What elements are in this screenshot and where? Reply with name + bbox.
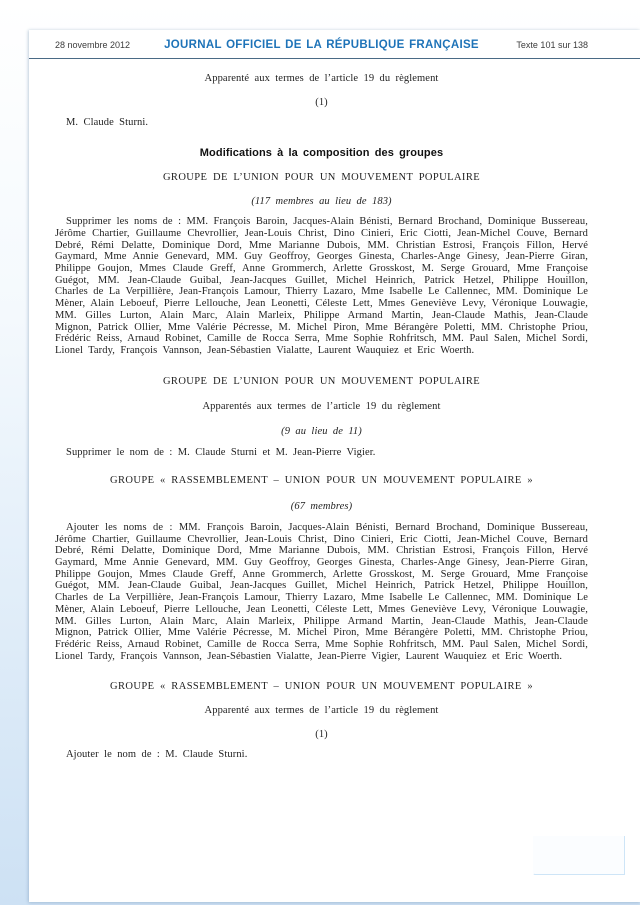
- group-heading: GROUPE « RASSEMBLEMENT – UNION POUR UN MOUVEMENT POPULAIRE »: [110, 475, 533, 487]
- section-title: Modifications à la composition des groupes: [199, 147, 444, 160]
- texte-reference: Texte 101 sur 138: [516, 40, 588, 50]
- count-line: (1): [315, 96, 328, 108]
- issue-date: 28 novembre 2012: [55, 40, 131, 50]
- group-heading: GROUPE « RASSEMBLEMENT – UNION POUR UN MOUVEMENT POPULAIRE »: [110, 681, 533, 693]
- remove-name-line: Supprimer le nom de : M. Claude Sturni et M. Jean-Pierre Vigier.: [66, 446, 376, 458]
- names-list-paragraph: Ajouter les noms de : MM. François Baroin, Jacques-Alain Bénisti, Bernard Brochand, Dominique Bussereau, Jérôme Chartier, Guillaume Chevrollier, Jean-Louis Christ, Dino Cinieri, Eric Ciotti, Jean-Michel Couve, Bernard Debré, Rémi Delatte, Dominique Dord, Mme Marianne Dubois, MM. Christian Estrosi, François Fillon, Hervé Gaymard, Mme Annie Genevard, MM. Guy Geoffroy, Georges Ginesta, Charles-Ange Ginesy, Jean-Pierre Giran, Philippe Goujon, Mmes Claude Greff, Anne Grommerch, Arlette Grosskost, M. Serge Grouard, Mme Françoise Guégot, MM. Jean-Claude Guibal, Jean-Jacques Guillet, Michel Heinrich, Patrick Hetzel, Philippe Houillon, Charles de La Verpillière, Jean-François Lamour, Thierry Lazaro, Mme Isabelle Le Callennec, MM. Dominique Le Mèner, Alain Leboeuf, Pierre Lellouche, Jean Leonetti, Céleste Lett, Mmes Geneviève Levy, Véronique Louwagie, MM. Gilles Lurton, Alain Marc, Alain Marleix, Philippe Armand Martin, Jean-Claude Mathis, Jean-Claude Mignon, Patrick Ollier, Mme Valérie Pécresse, M. Michel Piron, Mme Bérangère Poletti, MM. Christophe Priou, Frédéric Reiss, Arnaud Robinet, Camille de Rocca Serra, Mme Sophie Rohfritsch, MM. Paul Salen, Michel Sordi, Lionel Tardy, François Vannson, Jean-Sébastien Vialatte, Jean-Pierre Vigier, Laurent Wauquiez et Eric Woerth.: [55, 521, 588, 662]
- viewer-overlay-ghost: [533, 836, 625, 875]
- journal-header-row: [43, 39, 596, 58]
- members-count-note: (67 membres): [290, 501, 353, 513]
- names-list-paragraph: Supprimer les noms de : MM. François Baroin, Jacques-Alain Bénisti, Bernard Brochand, Dominique Bussereau, Jérôme Chartier, Guillaume Chevrollier, Jean-Louis Christ, Dino Cinieri, Eric Ciotti, Jean-Michel Couve, Bernard Debré, Rémi Delatte, Dominique Dord, Mme Marianne Dubois, MM. Christian Estrosi, François Fillon, Hervé Gaymard, Mme Annie Genevard, MM. Guy Geoffroy, Georges Ginesta, Charles-Ange Ginesy, Jean-Pierre Giran, Philippe Goujon, Mmes Claude Greff, Anne Grommerch, Arlette Grosskost, M. Serge Grouard, Mme Françoise Guégot, MM. Jean-Claude Guibal, Jean-Jacques Guillet, Michel Heinrich, Patrick Hetzel, Philippe Houillon, Charles de La Verpillière, Jean-François Lamour, Thierry Lazaro, Mme Isabelle Le Callennec, MM. Dominique Le Mèner, Alain Leboeuf, Pierre Lellouche, Jean Leonetti, Céleste Lett, Mmes Geneviève Levy, Véronique Louwagie, MM. Gilles Lurton, Alain Marc, Alain Marleix, Philippe Armand Martin, Jean-Claude Mathis, Jean-Claude Mignon, Patrick Ollier, Mme Valérie Pécresse, M. Michel Piron, Mme Bérangère Poletti, MM. Christophe Priou, Frédéric Reiss, Arnaud Robinet, Camille de Rocca Serra, Mme Sophie Rohfritsch, MM. Paul Salen, Michel Sordi, Lionel Tardy, François Vannson, Jean-Sébastien Vialatte, Laurent Wauquiez et Eric Woerth.: [55, 216, 588, 356]
- count-line: (1): [315, 728, 328, 740]
- document-content: [29, 59, 640, 761]
- add-name-line: Ajouter le nom de : M. Claude Sturni.: [66, 749, 248, 761]
- article19-line: Apparentés aux termes de l’article 19 du règlement: [202, 401, 441, 413]
- member-name-line: M. Claude Sturni.: [66, 117, 149, 129]
- journal-title: JOURNAL OFFICIEL DE LA RÉPUBLIQUE FRANÇAISE: [164, 39, 479, 51]
- members-count-note: (9 au lieu de 11): [281, 426, 362, 438]
- article19-line: Apparenté aux termes de l’article 19 du règlement: [204, 705, 439, 717]
- article19-line: Apparenté aux termes de l’article 19 du règlement: [204, 73, 439, 84]
- document-page: [29, 30, 640, 902]
- journal-header: [29, 30, 640, 59]
- group-heading: GROUPE DE L’UNION POUR UN MOUVEMENT POPULAIRE: [162, 171, 481, 183]
- members-count-note: (117 membres au lieu de 183): [251, 195, 392, 207]
- group-heading: GROUPE DE L’UNION POUR UN MOUVEMENT POPULAIRE: [162, 375, 481, 387]
